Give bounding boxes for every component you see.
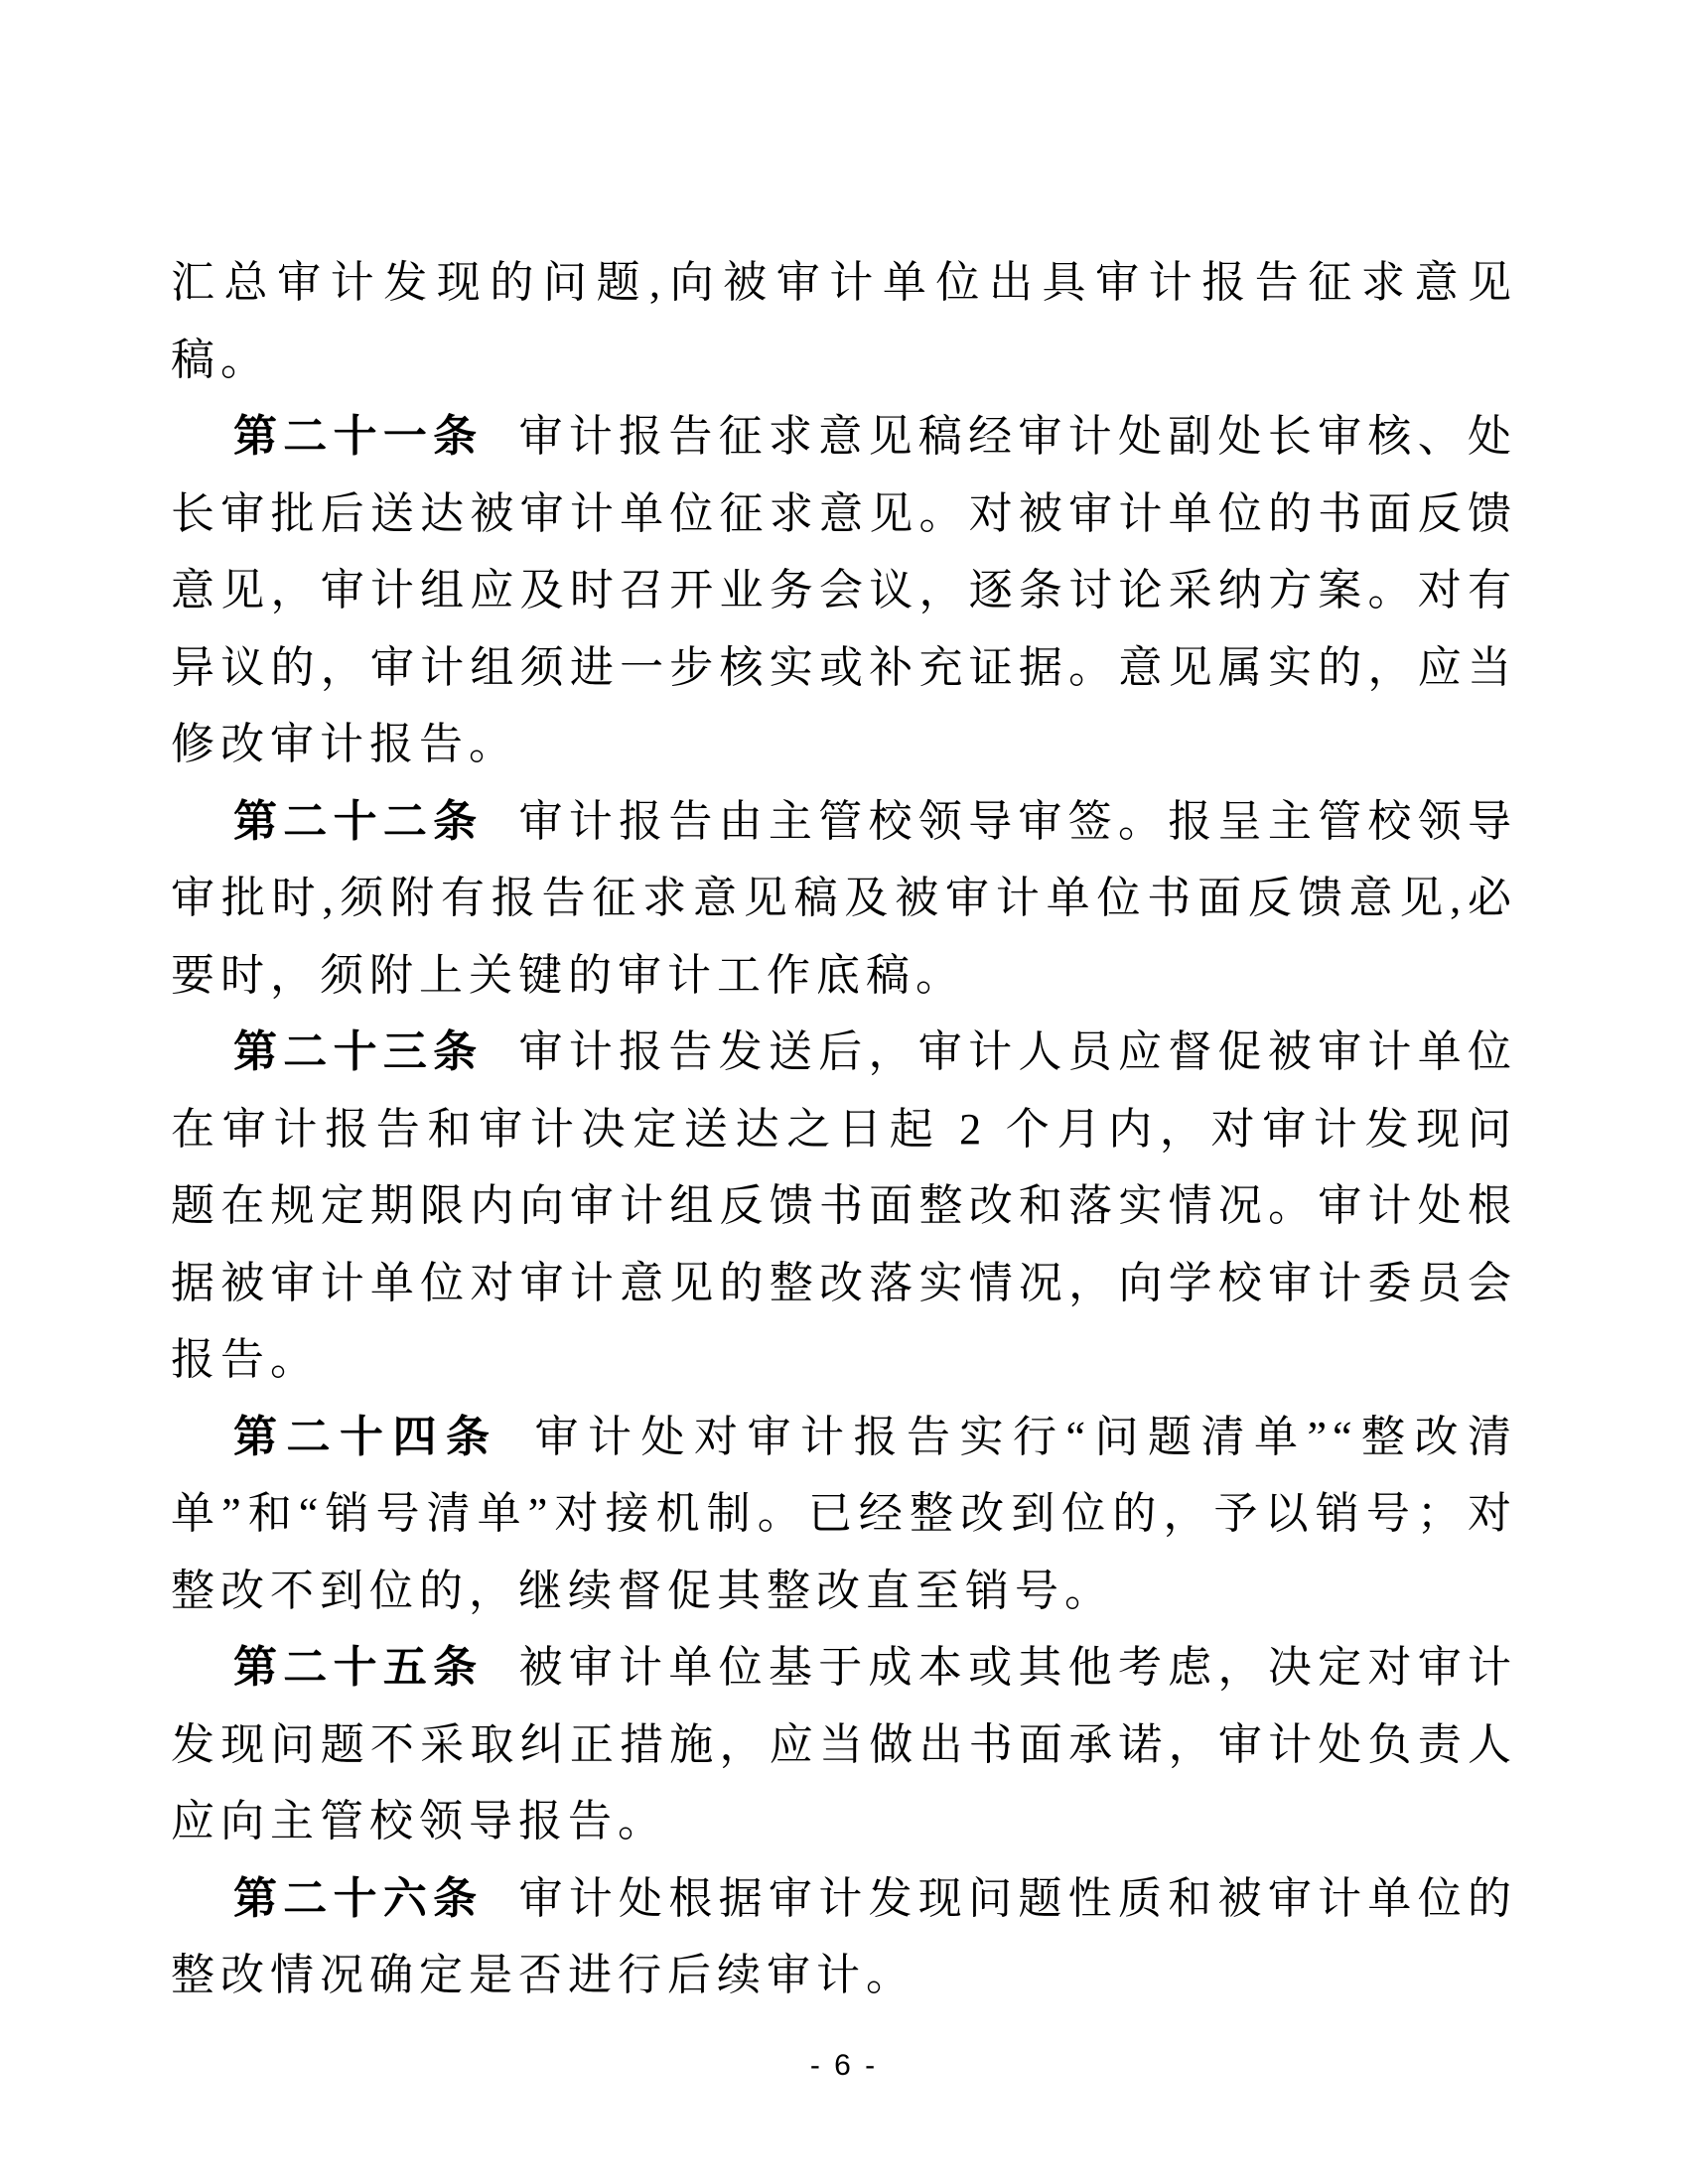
- paragraph-text: 被审计单位基于成本或其他考虑，决定对审计发现问题不采取纠正措施，应当做出书面承诺，审计处负责人应向主管校领导报告。: [171, 1643, 1518, 1845]
- paragraph-text: 审计处根据审计发现问题性质和被审计单位的整改情况确定是否进行后续审计。: [171, 1873, 1518, 1999]
- paragraph-text: 审计报告发送后，审计人员应督促被审计单位在审计报告和审计决定送达之日起 2 个月内，对审计发现问题在规定期限内向审计组反馈书面整改和落实情况。审计处根据被审计单位对审计意见的整改落实情况，向学校审计委员会报告。: [171, 1027, 1518, 1384]
- article-number: 第二十四条: [233, 1412, 499, 1461]
- paragraph: [171, 1860, 1517, 2014]
- article-number: 第二十一条: [233, 412, 484, 461]
- document-body: [171, 244, 1517, 2014]
- paragraph: [171, 398, 1517, 783]
- article-number: 第二十三条: [233, 1027, 484, 1076]
- paragraph: [171, 1014, 1517, 1399]
- paragraph-text: 审计报告由主管校领导审签。报呈主管校领导审批时,须附有报告征求意见稿及被审计单位书面反馈意见,必要时，须附上关键的审计工作底稿。: [171, 796, 1518, 1000]
- paragraph: [171, 244, 1517, 398]
- paragraph: [171, 1399, 1517, 1630]
- article-number: 第二十五条: [233, 1643, 484, 1692]
- paragraph-text: 审计报告征求意见稿经审计处副处长审核、处长审批后送达被审计单位征求意见。对被审计单位的书面反馈意见，审计组应及时召开业务会议，逐条讨论采纳方案。对有异议的，审计组须进一步核实或补充证据。意见属实的，应当修改审计报告。: [171, 412, 1518, 768]
- paragraph: [171, 1629, 1517, 1860]
- article-number: 第二十六条: [233, 1873, 484, 1923]
- page-number: - 6 -: [809, 2049, 879, 2082]
- paragraph-text: 审计处对审计报告实行“问题清单”“整改清单”和“销号清单”对接机制。已经整改到位的，予以销号；对整改不到位的，继续督促其整改直至销号。: [171, 1412, 1517, 1615]
- paragraph-text: 汇总审计发现的问题,向被审计单位出具审计报告征求意见稿。: [171, 258, 1517, 384]
- article-number: 第二十二条: [233, 796, 484, 846]
- paragraph: [171, 783, 1517, 1015]
